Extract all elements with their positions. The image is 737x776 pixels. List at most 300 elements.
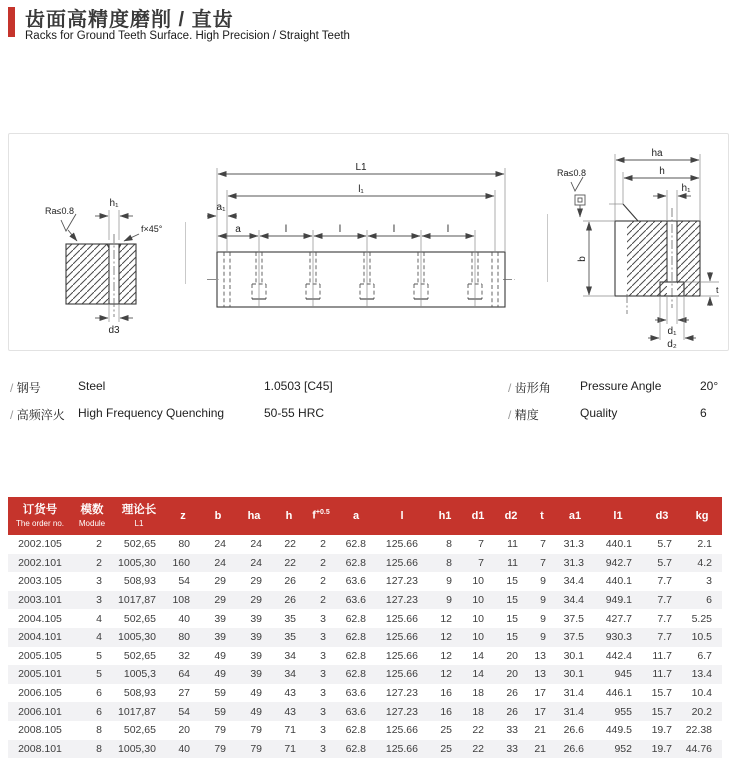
col-l: l bbox=[376, 497, 428, 535]
cell: 125.66 bbox=[385, 631, 418, 644]
cell: 71 bbox=[284, 724, 296, 737]
col-t: t bbox=[528, 497, 556, 535]
cell: 30.1 bbox=[563, 649, 584, 662]
col-a: a bbox=[336, 497, 376, 535]
dim-l-label: l bbox=[446, 224, 450, 235]
dim-h1-label: h₁ bbox=[109, 198, 119, 209]
order-no-cell: 2003.101 bbox=[18, 594, 62, 607]
cell: 33 bbox=[506, 742, 518, 755]
cell: 31.4 bbox=[563, 687, 584, 700]
dim-h1-label: h₁ bbox=[681, 183, 691, 194]
panel-divider bbox=[185, 222, 186, 284]
cell: 440.1 bbox=[605, 538, 632, 551]
cell: 2 bbox=[320, 538, 326, 551]
cell: 43 bbox=[284, 687, 296, 700]
col-d3: d3 bbox=[642, 497, 682, 535]
cell: 3 bbox=[320, 649, 326, 662]
dim-l1-label: l₁ bbox=[358, 184, 364, 195]
cell: 34 bbox=[284, 649, 296, 662]
cell: 49 bbox=[250, 705, 262, 718]
dim-ha-label: ha bbox=[651, 148, 663, 159]
cell: 945 bbox=[614, 668, 632, 681]
cell: 63.6 bbox=[345, 687, 366, 700]
cell: 125.66 bbox=[385, 724, 418, 737]
cell: 1005,30 bbox=[118, 556, 156, 569]
col-kg: kg bbox=[682, 497, 722, 535]
cell: 11.7 bbox=[652, 649, 672, 662]
spec-slash: / bbox=[508, 381, 512, 395]
cell: 127.23 bbox=[385, 575, 418, 588]
cell: 71 bbox=[284, 742, 296, 755]
cell: 15 bbox=[506, 612, 518, 625]
cell: 24 bbox=[214, 556, 226, 569]
dim-a1-label: a₁ bbox=[216, 202, 226, 213]
dim-a-label: a bbox=[235, 224, 241, 235]
cell: 9 bbox=[540, 612, 546, 625]
col-h: h bbox=[272, 497, 306, 535]
roughness-icon bbox=[61, 214, 76, 231]
cell: 16 bbox=[440, 705, 452, 718]
technical-drawing-panel bbox=[8, 133, 729, 351]
cell: 15 bbox=[506, 594, 518, 607]
cell: 12 bbox=[440, 649, 452, 662]
cell: 502,65 bbox=[123, 649, 156, 662]
cell: 29 bbox=[250, 594, 262, 607]
cell: 1005,30 bbox=[118, 742, 156, 755]
cell: 62.8 bbox=[345, 538, 366, 551]
cell: 6 bbox=[706, 594, 712, 607]
cell: 35 bbox=[284, 631, 296, 644]
cell: 7.7 bbox=[657, 631, 672, 644]
cell: 125.66 bbox=[385, 538, 418, 551]
table-row bbox=[8, 647, 722, 666]
cell: 13 bbox=[534, 668, 546, 681]
spec-pressure-angle-en: Pressure Angle bbox=[580, 379, 662, 393]
order-no-cell: 2006.101 bbox=[18, 705, 62, 718]
dim-l-label: l bbox=[284, 224, 288, 235]
dim-d3-label: d3 bbox=[108, 325, 120, 336]
cell: 930.3 bbox=[605, 631, 632, 644]
dim-L1-label: L1 bbox=[355, 162, 367, 173]
cell: 13 bbox=[534, 649, 546, 662]
cell: 20 bbox=[178, 724, 190, 737]
cell: 13.4 bbox=[691, 668, 712, 681]
cell: 39 bbox=[250, 649, 262, 662]
cell: 1005,3 bbox=[123, 668, 156, 681]
col-d2: d2 bbox=[494, 497, 528, 535]
cell: 1005,30 bbox=[118, 631, 156, 644]
cell: 14 bbox=[472, 668, 484, 681]
cell: 63.6 bbox=[345, 594, 366, 607]
cell: 26 bbox=[506, 687, 518, 700]
spec-quenching bbox=[10, 406, 65, 423]
dim-t-label: t bbox=[716, 285, 719, 295]
cell: 3 bbox=[706, 575, 712, 588]
cell: 62.8 bbox=[345, 556, 366, 569]
cell: 37.5 bbox=[563, 631, 584, 644]
spec-slash: / bbox=[10, 408, 14, 422]
spec-label-cn: 高频淬火 bbox=[16, 408, 65, 422]
cell: 62.8 bbox=[345, 631, 366, 644]
spec-label-cn: 齿形角 bbox=[514, 381, 551, 395]
cell: 108 bbox=[172, 594, 190, 607]
cell: 5.7 bbox=[657, 556, 672, 569]
table-row bbox=[8, 665, 722, 684]
order-no-cell: 2005.101 bbox=[18, 668, 62, 681]
cell: 39 bbox=[214, 631, 226, 644]
cell: 442.4 bbox=[605, 649, 632, 662]
cell: 1017,87 bbox=[118, 705, 156, 718]
cell: 9 bbox=[446, 575, 452, 588]
cell: 22 bbox=[472, 742, 484, 755]
cell: 3 bbox=[320, 631, 326, 644]
cell: 44.76 bbox=[685, 742, 712, 755]
cell: 3 bbox=[96, 594, 102, 607]
spec-quality-en: Quality bbox=[580, 406, 618, 420]
cell: 39 bbox=[250, 631, 262, 644]
order-no-cell: 2003.105 bbox=[18, 575, 62, 588]
cell: 24 bbox=[250, 556, 262, 569]
table-row bbox=[8, 591, 722, 610]
cell: 11 bbox=[507, 556, 518, 569]
cell: 31.4 bbox=[563, 705, 584, 718]
dim-f45-label: f×45° bbox=[141, 224, 163, 234]
cell: 8 bbox=[96, 742, 102, 755]
col-ha: ha bbox=[236, 497, 272, 535]
cell: 6 bbox=[96, 687, 102, 700]
table-row bbox=[8, 684, 722, 703]
cell: 4 bbox=[96, 631, 102, 644]
cell: 26.6 bbox=[563, 742, 584, 755]
cell: 26 bbox=[506, 705, 518, 718]
col-l1: l1 bbox=[594, 497, 642, 535]
cell: 24 bbox=[214, 538, 226, 551]
cell: 5.7 bbox=[657, 538, 672, 551]
cell: 31.3 bbox=[563, 556, 584, 569]
cell: 9 bbox=[446, 594, 452, 607]
cell: 3 bbox=[320, 724, 326, 737]
cell: 440.1 bbox=[605, 575, 632, 588]
cell: 7 bbox=[540, 556, 546, 569]
cell: 62.8 bbox=[345, 612, 366, 625]
cell: 34.4 bbox=[563, 575, 584, 588]
cell: 26 bbox=[284, 594, 296, 607]
cell: 29 bbox=[214, 575, 226, 588]
page-title: 齿面高精度磨削 / 直齿 bbox=[25, 9, 234, 31]
table-row bbox=[8, 572, 722, 591]
cell: 10.5 bbox=[691, 631, 712, 644]
table-row bbox=[8, 740, 722, 759]
cell: 10 bbox=[472, 594, 484, 607]
cell: 10 bbox=[472, 612, 484, 625]
cell: 125.66 bbox=[385, 668, 418, 681]
col-d1: d1 bbox=[462, 497, 494, 535]
cell: 8 bbox=[446, 538, 452, 551]
cell: 14 bbox=[472, 649, 484, 662]
cell: 19.7 bbox=[651, 724, 672, 737]
cell: 952 bbox=[614, 742, 632, 755]
cell: 19.7 bbox=[651, 742, 672, 755]
cell: 16 bbox=[440, 687, 452, 700]
col-L1: 理论长 L1 bbox=[112, 497, 166, 535]
cell: 9 bbox=[540, 631, 546, 644]
col-h1: h1 bbox=[428, 497, 462, 535]
cell: 17 bbox=[534, 687, 546, 700]
cell: 2 bbox=[320, 594, 326, 607]
cell: 15 bbox=[506, 575, 518, 588]
cell: 11 bbox=[507, 538, 518, 551]
cell: 80 bbox=[178, 538, 190, 551]
cell: 34.4 bbox=[563, 594, 584, 607]
table-row bbox=[8, 609, 722, 628]
cell: 29 bbox=[214, 594, 226, 607]
spec-steel bbox=[10, 379, 41, 396]
cell: 449.5 bbox=[605, 724, 632, 737]
cell: 7 bbox=[478, 556, 484, 569]
panel-divider bbox=[547, 214, 548, 282]
dim-d1-label: d₁ bbox=[667, 326, 677, 337]
cell: 125.66 bbox=[385, 649, 418, 662]
cell: 79 bbox=[214, 724, 226, 737]
spec-label-cn: 精度 bbox=[514, 408, 539, 422]
table-row bbox=[8, 535, 722, 554]
cell: 26 bbox=[284, 575, 296, 588]
spec-quenching-en: High Frequency Quenching bbox=[78, 406, 225, 420]
cell: 7.7 bbox=[657, 594, 672, 607]
spec-quality-value: 6 bbox=[700, 406, 707, 420]
cell: 21 bbox=[534, 742, 546, 755]
cell: 15 bbox=[506, 631, 518, 644]
accent-bar bbox=[8, 7, 15, 37]
cell: 20 bbox=[506, 649, 518, 662]
cell: 62.8 bbox=[345, 668, 366, 681]
cell: 54 bbox=[178, 575, 190, 588]
drawing-top-view bbox=[205, 152, 517, 337]
cell: 7 bbox=[540, 538, 546, 551]
cell: 15.7 bbox=[651, 687, 672, 700]
cell: 29 bbox=[250, 575, 262, 588]
cell: 10 bbox=[472, 631, 484, 644]
cell: 3 bbox=[320, 668, 326, 681]
order-no-cell: 2002.101 bbox=[18, 556, 62, 569]
order-no-cell: 2004.101 bbox=[18, 631, 62, 644]
cell: 955 bbox=[614, 705, 632, 718]
col-a1: a1 bbox=[556, 497, 594, 535]
cell: 12 bbox=[440, 631, 452, 644]
cell: 7.7 bbox=[657, 612, 672, 625]
cell: 3 bbox=[96, 575, 102, 588]
cell: 127.23 bbox=[385, 594, 418, 607]
cell: 22 bbox=[284, 538, 296, 551]
cell: 30.1 bbox=[563, 668, 584, 681]
cell: 39 bbox=[214, 612, 226, 625]
cell: 79 bbox=[250, 724, 262, 737]
col-The order no.: 订货号 The order no. bbox=[8, 497, 72, 535]
drawing-end-section bbox=[31, 152, 181, 337]
cell: 39 bbox=[250, 612, 262, 625]
cell: 35 bbox=[284, 612, 296, 625]
cell: 4 bbox=[96, 612, 102, 625]
order-no-cell: 2005.105 bbox=[18, 649, 62, 662]
cell: 2 bbox=[320, 556, 326, 569]
cell: 9 bbox=[540, 575, 546, 588]
col-f: $f^{+0.5}$ bbox=[306, 497, 336, 535]
col-Module: 模数 Module bbox=[72, 497, 112, 535]
cell: 949.1 bbox=[605, 594, 632, 607]
cell: 40 bbox=[178, 612, 190, 625]
dim-d2-label: d₂ bbox=[667, 339, 677, 348]
cell: 2 bbox=[96, 556, 102, 569]
cell: 427.7 bbox=[605, 612, 632, 625]
col-z: z bbox=[166, 497, 200, 535]
order-no-cell: 2002.105 bbox=[18, 538, 62, 551]
table-row bbox=[8, 721, 722, 740]
cell: 24 bbox=[250, 538, 262, 551]
roughness-label: Ra≤0.8 bbox=[45, 206, 74, 216]
cell: 26.6 bbox=[563, 724, 584, 737]
cell: 508,93 bbox=[123, 687, 156, 700]
dim-b-label: b bbox=[577, 256, 588, 262]
cell: 25 bbox=[440, 742, 452, 755]
cell: 3 bbox=[320, 687, 326, 700]
cell: 54 bbox=[178, 705, 190, 718]
cell: 62.8 bbox=[345, 742, 366, 755]
dim-l-label: l bbox=[392, 224, 396, 235]
cell: 160 bbox=[172, 556, 190, 569]
cell: 49 bbox=[214, 668, 226, 681]
cell: 3 bbox=[320, 705, 326, 718]
cell: 7 bbox=[478, 538, 484, 551]
cell: 18 bbox=[472, 687, 484, 700]
cell: 12 bbox=[440, 612, 452, 625]
roughness-label: Ra≤0.8 bbox=[557, 168, 586, 178]
cell: 22 bbox=[472, 724, 484, 737]
cell: 1017,87 bbox=[118, 594, 156, 607]
cell: 502,65 bbox=[123, 724, 156, 737]
cell: 49 bbox=[250, 687, 262, 700]
cell: 3 bbox=[320, 742, 326, 755]
dim-h-label: h bbox=[659, 166, 665, 177]
table-row bbox=[8, 554, 722, 573]
cell: 7.7 bbox=[657, 575, 672, 588]
cell: 6.7 bbox=[697, 649, 712, 662]
table-row bbox=[8, 702, 722, 721]
col-b: b bbox=[200, 497, 236, 535]
spec-pressure-angle bbox=[508, 379, 551, 396]
order-no-cell: 2004.105 bbox=[18, 612, 62, 625]
cell: 12 bbox=[440, 668, 452, 681]
order-no-cell: 2006.105 bbox=[18, 687, 62, 700]
cell: 8 bbox=[96, 724, 102, 737]
cell: 64 bbox=[178, 668, 190, 681]
cell: 10.4 bbox=[691, 687, 712, 700]
cell: 4.2 bbox=[697, 556, 712, 569]
cell: 25 bbox=[440, 724, 452, 737]
cell: 49 bbox=[214, 649, 226, 662]
spec-slash: / bbox=[508, 408, 512, 422]
cell: 5 bbox=[96, 668, 102, 681]
cell: 10 bbox=[472, 575, 484, 588]
cell: 79 bbox=[214, 742, 226, 755]
cell: 127.23 bbox=[385, 705, 418, 718]
cell: 2.1 bbox=[697, 538, 712, 551]
order-no-cell: 2008.105 bbox=[18, 724, 62, 737]
spec-quality bbox=[508, 406, 539, 423]
cell: 8 bbox=[446, 556, 452, 569]
cell: 22.38 bbox=[685, 724, 712, 737]
spec-slash: / bbox=[10, 381, 14, 395]
spec-steel-value: 1.0503 [C45] bbox=[264, 379, 333, 393]
order-no-cell: 2008.101 bbox=[18, 742, 62, 755]
roughness-icon bbox=[571, 177, 583, 191]
cell: 63.6 bbox=[345, 575, 366, 588]
cell: 125.66 bbox=[385, 612, 418, 625]
cell: 32 bbox=[178, 649, 190, 662]
cell: 127.23 bbox=[385, 687, 418, 700]
cell: 20 bbox=[506, 668, 518, 681]
cell: 942.7 bbox=[605, 556, 632, 569]
cell: 34 bbox=[284, 668, 296, 681]
cell: 2 bbox=[96, 538, 102, 551]
cell: 33 bbox=[506, 724, 518, 737]
cell: 3 bbox=[320, 612, 326, 625]
table-row bbox=[8, 628, 722, 647]
hatch-area bbox=[66, 244, 109, 304]
cell: 80 bbox=[178, 631, 190, 644]
cell: 22 bbox=[284, 556, 296, 569]
cell: 5 bbox=[96, 649, 102, 662]
cell: 37.5 bbox=[563, 612, 584, 625]
drawing-side-section bbox=[555, 146, 727, 348]
cell: 17 bbox=[534, 705, 546, 718]
cell: 446.1 bbox=[605, 687, 632, 700]
table-header-row bbox=[8, 497, 722, 535]
cell: 18 bbox=[472, 705, 484, 718]
spec-steel-en: Steel bbox=[78, 379, 106, 393]
cell: 6 bbox=[96, 705, 102, 718]
spec-table bbox=[8, 497, 722, 758]
spec-label-cn: 钢号 bbox=[16, 381, 41, 395]
cell: 9 bbox=[540, 594, 546, 607]
spec-pressure-angle-value: 20° bbox=[700, 379, 719, 393]
cell: 125.66 bbox=[385, 742, 418, 755]
cell: 43 bbox=[284, 705, 296, 718]
cell: 59 bbox=[214, 687, 226, 700]
cell: 502,65 bbox=[123, 612, 156, 625]
cell: 5.25 bbox=[691, 612, 712, 625]
flatness-icon bbox=[575, 195, 585, 205]
cell: 2 bbox=[320, 575, 326, 588]
cell: 20.2 bbox=[691, 705, 712, 718]
dim-l-label: l bbox=[338, 224, 342, 235]
cell: 59 bbox=[214, 705, 226, 718]
cell: 62.8 bbox=[345, 724, 366, 737]
cell: 508,93 bbox=[123, 575, 156, 588]
cell: 11.7 bbox=[652, 668, 672, 681]
cell: 125.66 bbox=[385, 556, 418, 569]
cell: 502,65 bbox=[123, 538, 156, 551]
cell: 62.8 bbox=[345, 649, 366, 662]
cell: 63.6 bbox=[345, 705, 366, 718]
cell: 15.7 bbox=[651, 705, 672, 718]
cell: 40 bbox=[178, 742, 190, 755]
page-subtitle: Racks for Ground Teeth Surface. High Precision / Straight Teeth bbox=[25, 30, 350, 42]
cell: 31.3 bbox=[563, 538, 584, 551]
cell: 27 bbox=[178, 687, 190, 700]
spec-quenching-value: 50-55 HRC bbox=[264, 406, 325, 420]
cell: 21 bbox=[534, 724, 546, 737]
cell: 39 bbox=[250, 668, 262, 681]
